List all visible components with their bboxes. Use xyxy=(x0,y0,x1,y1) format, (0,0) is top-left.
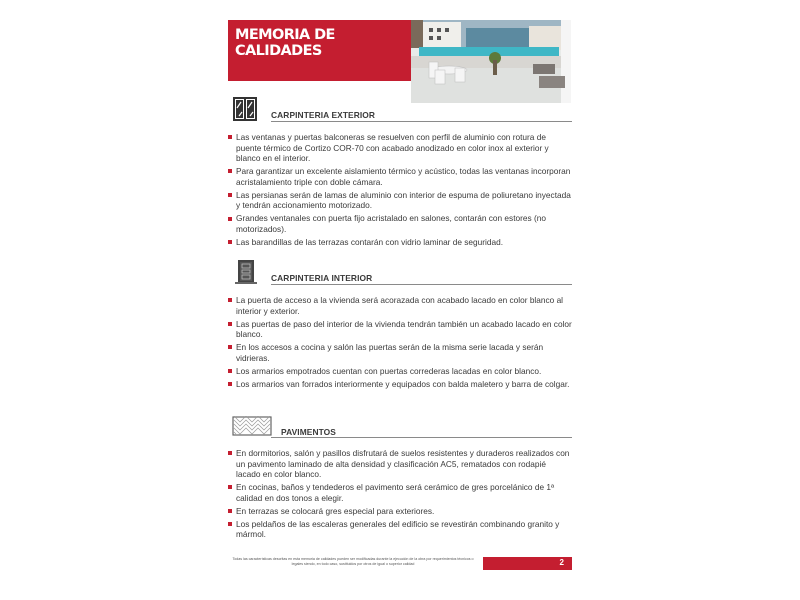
bullet-square-icon xyxy=(228,509,232,513)
list-item: En cocinas, baños y tendederos el pavimento será cerámico de gres porcelánico de 1ª calidad en dos tonos a elegir. xyxy=(228,482,572,503)
bullet-square-icon xyxy=(228,451,232,455)
list-item: En dormitorios, salón y pasillos disfrutará de suelos resistentes y duraderos realizados con un pavimento laminado de alta densidad y clasificación AC5, rematados con rodapié lacado en color blanco. xyxy=(228,448,572,480)
bullet-square-icon xyxy=(228,485,232,489)
section-divider xyxy=(271,121,572,122)
list-item: Las puertas de paso del interior de la vivienda tendrán también un acabado lacado en color blanco. xyxy=(228,319,572,340)
section-divider xyxy=(271,437,572,438)
list-item: Los peldaños de las escaleras generales del edificio se revestirán combinando granito y mármol. xyxy=(228,519,572,540)
footer-page-bar xyxy=(483,557,572,570)
bullet-square-icon xyxy=(228,369,232,373)
bullet-square-icon xyxy=(228,298,232,302)
section-divider xyxy=(271,284,572,285)
herringbone-floor-icon xyxy=(232,416,272,436)
section-pavimentos-header xyxy=(228,416,572,442)
list-item: Las barandillas de las terrazas contarán con vidrio laminar de seguridad. xyxy=(228,237,572,248)
list-item: En terrazas se colocará gres especial para exteriores. xyxy=(228,506,572,517)
bullet-square-icon xyxy=(228,240,232,244)
section-title: PAVIMENTOS xyxy=(281,427,336,437)
section-title: CARPINTERIA EXTERIOR xyxy=(271,110,376,120)
list-item: Las persianas serán de lamas de aluminio con interior de espuma de poliuretano inyectada y tendrán accionamiento motorizado. xyxy=(228,190,572,211)
section-carpinteria-exterior-header xyxy=(228,96,572,126)
bullet-square-icon xyxy=(228,345,232,349)
bullet-square-icon xyxy=(228,382,232,386)
carpinteria-interior-list xyxy=(228,295,572,392)
pavimentos-list xyxy=(228,448,572,542)
bullet-square-icon xyxy=(228,217,232,221)
title-banner xyxy=(228,20,412,81)
footer-disclaimer: Todas las características descritas en esta memoria de calidades pueden ser modificadas durante la ejecución de la obra por requerimientos técnicos o legales siendo, en todo caso, sustituidos por otros de igual o superior calidad xyxy=(232,557,474,566)
carpinteria-exterior-list xyxy=(228,132,572,250)
list-item: La puerta de acceso a la vivienda será acorazada con acabado lacado en color blanco al interior y exterior. xyxy=(228,295,572,316)
window-icon xyxy=(232,96,258,122)
bullet-square-icon xyxy=(228,169,232,173)
list-item: Los armarios empotrados cuentan con puertas correderas lacadas en color blanco. xyxy=(228,366,572,377)
list-item: Los armarios van forrados interiormente y equipados con balda maletero y barra de colgar. xyxy=(228,379,572,390)
section-carpinteria-interior-header xyxy=(228,259,572,289)
document-page xyxy=(228,20,572,572)
terrace-photo-image xyxy=(411,20,571,103)
bullet-square-icon xyxy=(228,135,232,139)
bullet-square-icon xyxy=(228,193,232,197)
list-item: Grandes ventanales con puerta fijo acristalado en salones, contarán con estores (no motorizados). xyxy=(228,213,572,234)
section-title: CARPINTERIA INTERIOR xyxy=(271,273,373,283)
bullet-square-icon xyxy=(228,322,232,326)
door-icon xyxy=(234,259,258,285)
list-item: Las ventanas y puertas balconeras se resuelven con perfil de aluminio con rotura de puente térmico de Cortizo COR-70 con acabado anodizado en color inox al exterior y blanco en el interior. xyxy=(228,132,572,164)
bullet-square-icon xyxy=(228,522,232,526)
terrace-photo xyxy=(411,20,571,103)
list-item: Para garantizar un excelente aislamiento térmico y acústico, todas las ventanas incorporan acristalamiento triple con doble cámara. xyxy=(228,166,572,187)
page-number: 2 xyxy=(559,558,564,567)
page-title: MEMORIA DE CALIDADES xyxy=(235,27,335,59)
list-item: En los accesos a cocina y salón las puertas serán de la misma serie lacada y serán vidrieras. xyxy=(228,342,572,363)
